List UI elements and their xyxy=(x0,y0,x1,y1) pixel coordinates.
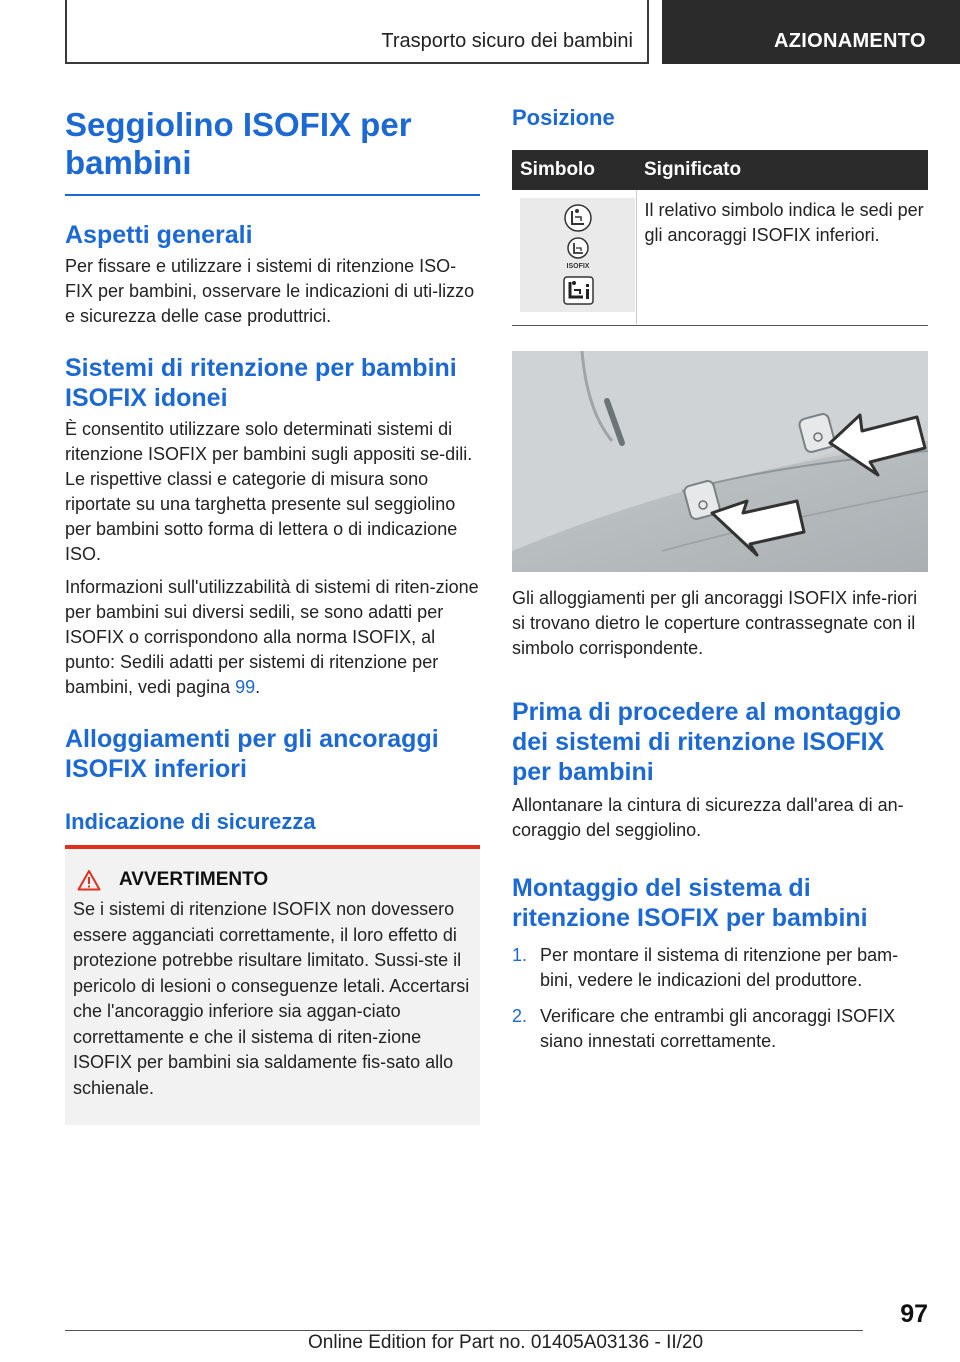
mounting-steps xyxy=(512,943,928,1054)
isofix-label: ISOFIX xyxy=(566,263,590,270)
meaning-cell: Il relativo simbolo indica le sedi per gli ancoraggi ISOFIX inferiori. xyxy=(644,200,924,245)
heading-lower-anchors: Alloggiamenti per gli ancoraggi ISOFIX inferiori xyxy=(65,725,439,783)
left-column xyxy=(65,106,480,836)
footer-edition: Online Edition for Part no. 01405A03136 - II/20 xyxy=(308,1332,704,1353)
heading-general: Aspetti generali xyxy=(65,221,253,249)
header-chapter-tab xyxy=(662,0,960,64)
general-text: Per fissare e utilizzare i sistemi di ritenzione ISO-FIX per bambini, osservare le indicazioni di uti-lizzo e sicurezza delle case produttrici. xyxy=(65,256,475,326)
heading-suitable-systems: Sistemi di ritenzione per bambini ISOFIX idonei xyxy=(65,354,457,412)
warning-text: Se i sistemi di ritenzione ISOFIX non dovessero essere agganciati correttamente, il loro effetto di protezione potrebbe risultare limitato. Sussi-ste il pericolo di lesioni o conseguenze letali. Accertarsi che l'ancoraggio inferiore sia aggan-ciato correttamente e che il sistema di riten-zione ISOFIX per bambini sia saldamente fis-sato allo schienale. xyxy=(73,899,470,1098)
suitable-text-1: È consentito utilizzare solo determinati sistemi di ritenzione ISOFIX per bambini sugli appositi se-dili. Le rispettive classi e categorie di misura sono riportate su una targhetta presente sul seggiolino per bambini sotto forma di lettera o di indicazione ISO. xyxy=(65,419,473,564)
symbol-table-header xyxy=(512,150,928,190)
page-link[interactable]: 99 xyxy=(235,677,256,697)
before-text: Allontanare la cintura di sicurezza dall'area di an-coraggio del seggiolino. xyxy=(512,795,904,840)
list-item xyxy=(512,1004,928,1054)
seat-anchor-illustration xyxy=(512,351,928,572)
warning-triangle-icon xyxy=(77,869,101,891)
suitable-text-2-end: . xyxy=(255,677,261,697)
table-row xyxy=(512,190,928,324)
rear-seat-isofix-photo xyxy=(512,351,928,572)
symbol-table xyxy=(512,150,928,324)
step-text: Verificare che entrambi gli ancoraggi ISOFIX siano innestati correttamente. xyxy=(540,1006,896,1051)
page-title: Seggiolino ISOFIX per bambini xyxy=(65,106,412,181)
table-bottom-rule xyxy=(512,325,928,326)
footer-rule xyxy=(65,1330,863,1331)
right-column-lower xyxy=(512,586,928,1065)
header-section-title: Trasporto sicuro dei bambini xyxy=(381,30,633,52)
heading-position: Posizione xyxy=(512,105,615,130)
step-text: Per montare il sistema di ritenzione per bam-bini, vedere le indicazioni del produttore. xyxy=(540,945,899,990)
photo-caption: Gli alloggiamenti per gli ancoraggi ISOFIX infe-riori si trovano dietro le coperture contrassegnate con il simbolo corrispondente. xyxy=(512,588,918,658)
header-chapter-title: AZIONAMENTO xyxy=(774,30,926,52)
title-rule xyxy=(65,194,480,196)
isofix-seat-icon xyxy=(520,198,635,312)
symbol-cell xyxy=(512,190,636,324)
col-meaning: Significato xyxy=(636,150,928,190)
suitable-text-2 xyxy=(65,575,480,700)
list-item xyxy=(512,943,928,993)
isofix-symbols xyxy=(520,198,635,312)
warning-header xyxy=(77,869,472,891)
heading-safety-note: Indicazione di sicurezza xyxy=(65,809,316,834)
suitable-text-2-body: Informazioni sull'utilizzabilità di sistemi di riten-zione per bambini sui diversi sedili, se sono adatti per ISOFIX o corrispondono alla norma ISOFIX, al punto: Sedili adatti per sistemi di ritenzione per bambini, vedi pagina xyxy=(65,577,479,697)
page-number: 97 xyxy=(900,1300,928,1328)
col-symbol: Simbolo xyxy=(512,150,636,190)
warning-box xyxy=(65,845,480,1125)
step-number: 1. xyxy=(512,945,528,965)
step-number: 2. xyxy=(512,1006,528,1026)
header-section-tab xyxy=(65,0,649,64)
heading-mounting: Montaggio del sistema di ritenzione ISOFIX per bambini xyxy=(512,874,868,932)
warning-title: AVVERTIMENTO xyxy=(119,869,269,890)
heading-before-mounting: Prima di procedere al montaggio dei sistemi di ritenzione ISOFIX per bambini xyxy=(512,698,901,786)
